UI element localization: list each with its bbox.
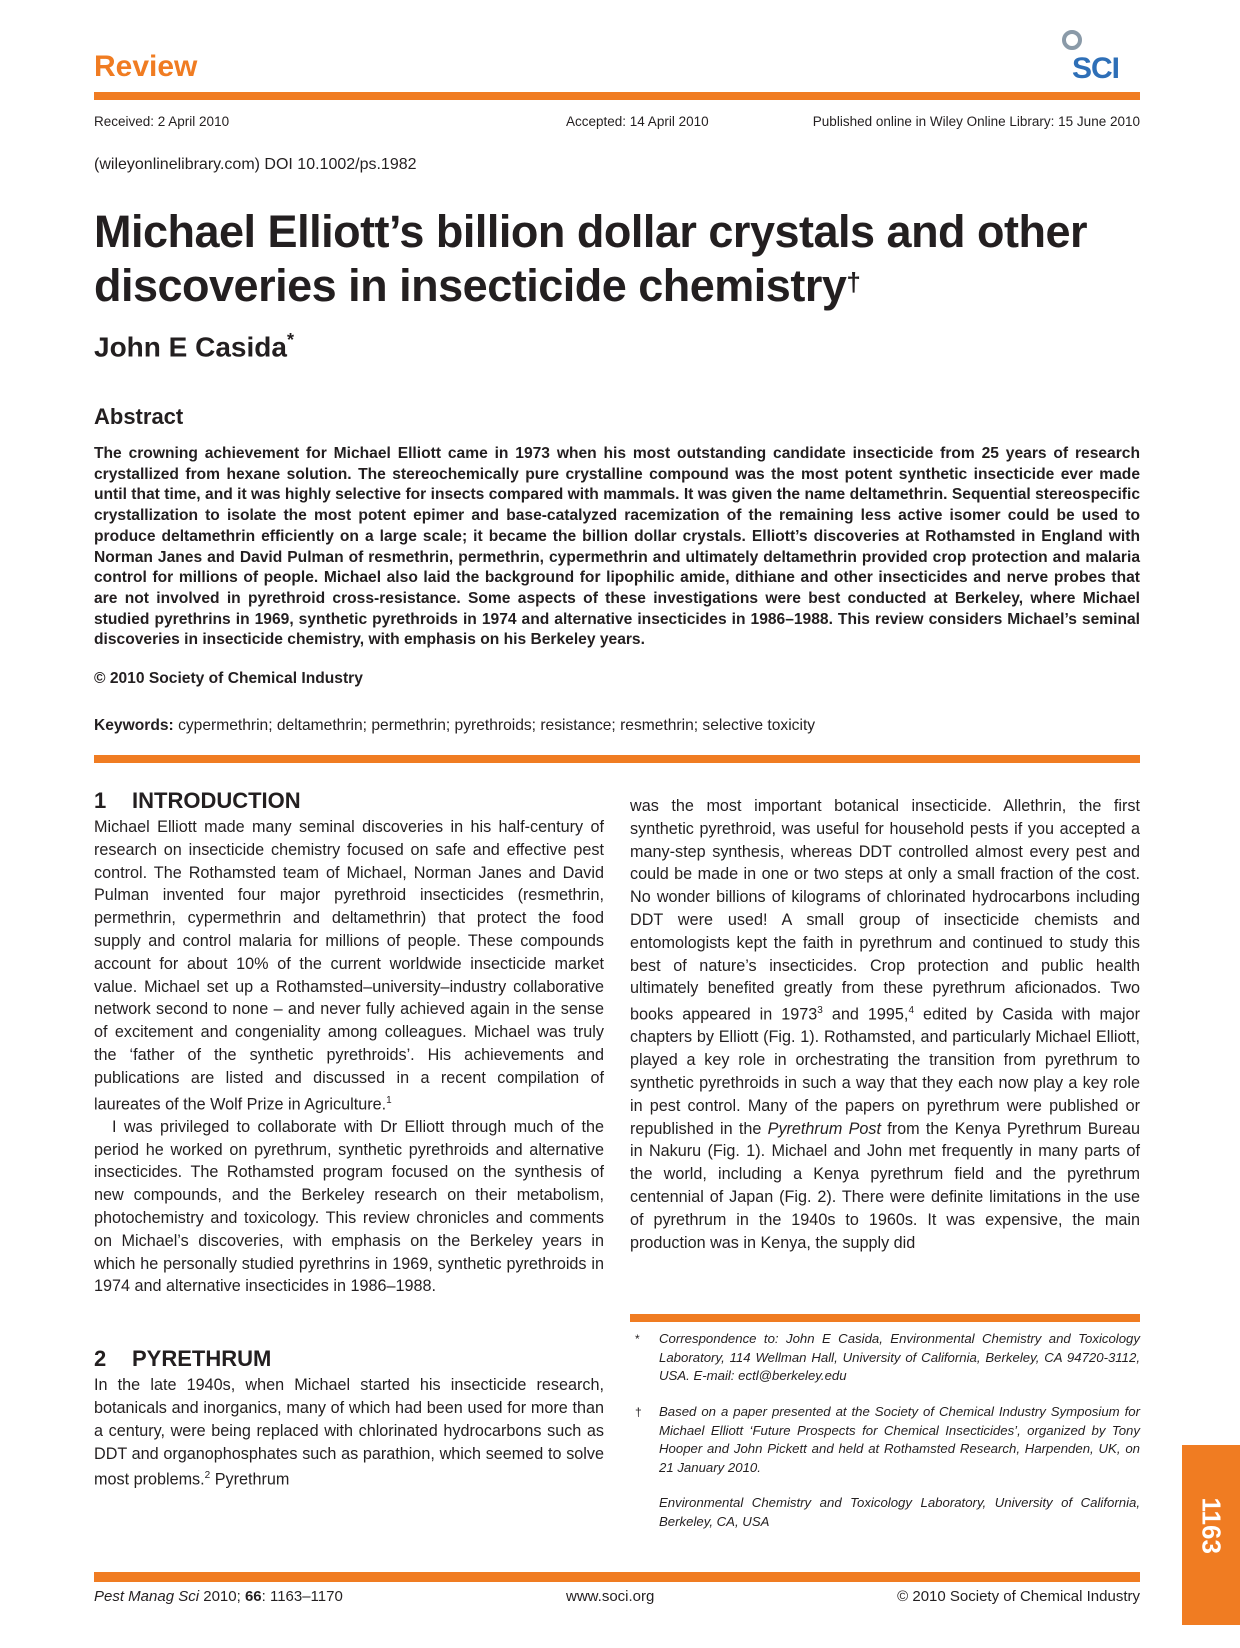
footnote-rule	[630, 1314, 1140, 1322]
journal-year: 2010;	[199, 1588, 245, 1605]
header-rule	[94, 92, 1140, 100]
left-column	[94, 788, 604, 1492]
right-part-3: edited by Casida with major chapters by Elliott (Fig. 1). Rothamsted, and particularly Michael Elliott, played a key role in orchestrating the transition from pyrethrum to synthetic pyrethroids in such a way that they each now play a key role in pest control. Many of the papers on pyrethrum were published or republished in the	[630, 1005, 1140, 1138]
intro-title: INTRODUCTION	[132, 788, 301, 813]
footer-copyright: © 2010 Society of Chemical Industry	[897, 1588, 1140, 1605]
correspondence-footnote	[630, 1330, 1140, 1386]
right-part-2: and 1995,	[822, 1005, 909, 1024]
intro-paragraph-2: I was privileged to collaborate with Dr Elliott through much of the period he worked on pyrethrum, synthetic pyrethroids and alternative insecticides. The Rothamsted program focused on the synthesis of new compounds, and the Berkeley research on their metabolism, photochemistry and toxicology. This review chronicles and comments on Michael’s discoveries, with emphasis on the Berkeley years in which he personally studied pyrethrins in 1969, synthetic pyrethroids in 1974 and alternative insecticides in 1986–1988.	[94, 1117, 604, 1296]
published-date: Published online in Wiley Online Library: 15 June 2010	[812, 114, 1140, 129]
sci-logo	[1060, 30, 1140, 85]
right-part-4: from the Kenya Pyrethrum Bureau in Nakuru (Fig. 1). Michael and John met frequently in many parts of the world, including a Kenya pyrethrum field and the pyrethrum centennial of Japan (Fig. 2). There were definite limitations in the use of pyrethrum in the 1940s to 1960s. It was expensive, the main production was in Kenya, the supply did	[630, 1119, 1141, 1252]
intro-p1-text: Michael Elliott made many seminal discoveries in his half-century of research on insecticide chemistry focused on safe and effective pest control. The Rothamsted team of Michael, Norman Janes and David Pulman invented four major pyrethroid insecticides (resmethrin, permethrin, cypermethrin and deltamethrin) that protect the food supply and control malaria for millions of people. These compounds account for about 10% of the current worldwide insecticide market value. Michael set up a Rothamsted–university–industry collaborative network second to none – and never fully achieved again in the sense of excitement and congeniality among colleagues. Michael was truly the ‘father of the synthetic pyrethroids’. His achievements and publications are listed and discussed in a recent compilation of laureates of the Wolf Prize in Agriculture.	[94, 818, 604, 1113]
section-label: Review	[94, 50, 198, 83]
ref-3: 3	[817, 1005, 823, 1017]
doi: (wileyonlinelibrary.com) DOI 10.1002/ps.1982	[94, 156, 417, 173]
right-column	[630, 795, 1140, 1254]
ref-2: 2	[204, 1470, 211, 1482]
author-name: John E Casida	[94, 331, 287, 363]
pyrethrum-title: PYRETHRUM	[132, 1346, 272, 1372]
author-mark: *	[286, 330, 294, 350]
pyrethrum-post-title: Pyrethrum Post	[767, 1119, 881, 1138]
journal-volume: 66	[244, 1588, 262, 1605]
pyrethrum-heading	[94, 1346, 604, 1372]
based-on-footnote	[630, 1403, 1140, 1477]
correspondence-mark: *	[635, 1332, 640, 1346]
intro-heading	[94, 788, 604, 814]
abstract-body: The crowning achievement for Michael Elliott came in 1973 when his most outstanding candidate insecticide from 25 years of research crystallized from hexane solution. The stereochemically pure crystalline compound was the most potent synthetic insecticide ever made until that time, and it was highly selective for insects compared with mammals. It was given the name deltamethrin. Sequential stereospecific crystallization to isolate the most potent epimer and base-catalyzed racemization of the remaining less active isomer could be used to produce deltamethrin efficiently on a large scale; it became the billion dollar crystals. Elliott’s discoveries at Rothamsted in England with Norman Janes and David Pulman of resmethrin, permethrin, cypermethrin and ultimately deltamethrin provided crop protection and malaria control for millions of people. Michael also laid the background for lipophilic amide, dithiane and other insecticides and nerve probes that are not involved in pyrethroid cross-resistance. Some aspects of these investigations were best conducted at Berkeley, where Michael studied pyrethrins in 1969, synthetic pyrethroids in 1974 and alternative insecticides in 1986–1988. This review considers Michael’s seminal discoveries in insecticide chemistry, with emphasis on his Berkeley years.	[94, 445, 1140, 649]
accepted-date: Accepted: 14 April 2010	[566, 114, 709, 129]
journal-pages: : 1163–1170	[261, 1588, 343, 1605]
ref-1: 1	[386, 1094, 392, 1106]
keywords	[94, 717, 815, 735]
pyrethrum-p1-tail: Pyrethrum	[210, 1470, 290, 1489]
logo-ring-icon	[1062, 30, 1082, 50]
pyrethrum-p1-text: In the late 1940s, when Michael started his insecticide research, botanicals and inorganics, many of which had been used for more than a century, were being replaced with chlorinated hydrocarbons such as DDT and organophosphates such as parathion, which seemed to solve most problems.	[94, 1376, 604, 1489]
article-title	[94, 205, 1154, 313]
author	[94, 330, 294, 363]
footer-rule	[94, 1572, 1140, 1582]
ref-4: 4	[908, 1005, 914, 1017]
pyrethrum-number: 2	[94, 1346, 107, 1372]
journal-name: Pest Manag Sci	[94, 1588, 200, 1605]
keywords-list: cypermethrin; deltamethrin; permethrin; pyrethroids; resistance; resmethrin; selective toxicity	[178, 717, 816, 734]
intro-paragraph-1	[94, 816, 604, 1116]
right-part-1: was the most important botanical insecticide. Allethrin, the first synthetic pyrethroid, was useful for household pests if you accepted a many-step synthesis, whereas DDT controlled almost every pest and could be made in one or two steps at only a small fraction of the cost. No wonder billions of kilograms of chlorinated hydrocarbons including DDT were used! A small group of insecticide chemists and entomologists kept the faith in pyrethrum and continued to study this best of nature’s insecticides. Crop protection and public health ultimately benefited greatly from these pyrethrum aficionados. Two books appeared in 1973	[630, 797, 1140, 1024]
abstract-rule	[94, 755, 1140, 763]
pyrethrum-paragraph-1	[94, 1374, 604, 1491]
affiliation-footnote	[630, 1494, 1140, 1531]
abstract-heading: Abstract	[94, 404, 184, 429]
intro-number: 1	[94, 788, 107, 813]
keywords-label: Keywords:	[94, 717, 174, 734]
based-on-mark: †	[635, 1405, 642, 1419]
abstract-copyright: © 2010 Society of Chemical Industry	[94, 670, 363, 687]
right-column-paragraph	[630, 795, 1140, 1254]
page-tab	[1182, 1445, 1240, 1625]
title-footnote-mark: †	[846, 267, 861, 297]
logo-text: SCI	[1072, 52, 1120, 85]
footer-citation	[94, 1588, 343, 1605]
footer-website[interactable]: www.soci.org	[566, 1588, 655, 1605]
affiliation-text: Environmental Chemistry and Toxicology Laboratory, University of California, Berkeley, CA, USA	[659, 1495, 1140, 1529]
correspondence-text: Correspondence to: John E Casida, Environmental Chemistry and Toxicology Laboratory, 114 Wellman Hall, University of California, Berkeley, CA 94720-3112, USA. E-mail: ectl@berkeley.edu	[659, 1331, 1140, 1383]
based-on-text: Based on a paper presented at the Society of Chemical Industry Symposium for Michael Elliott ‘Future Prospects for Chemical Insecticides’, organized by Tony Hooper and John Pickett and held at Rothamsted Research, Harpenden, UK, on 21 January 2010.	[659, 1404, 1140, 1475]
page-number: 1163	[1196, 1497, 1227, 1554]
received-date: Received: 2 April 2010	[94, 114, 230, 129]
title-text: Michael Elliott’s billion dollar crystals and other discoveries in insecticide chemistry	[94, 206, 1088, 311]
